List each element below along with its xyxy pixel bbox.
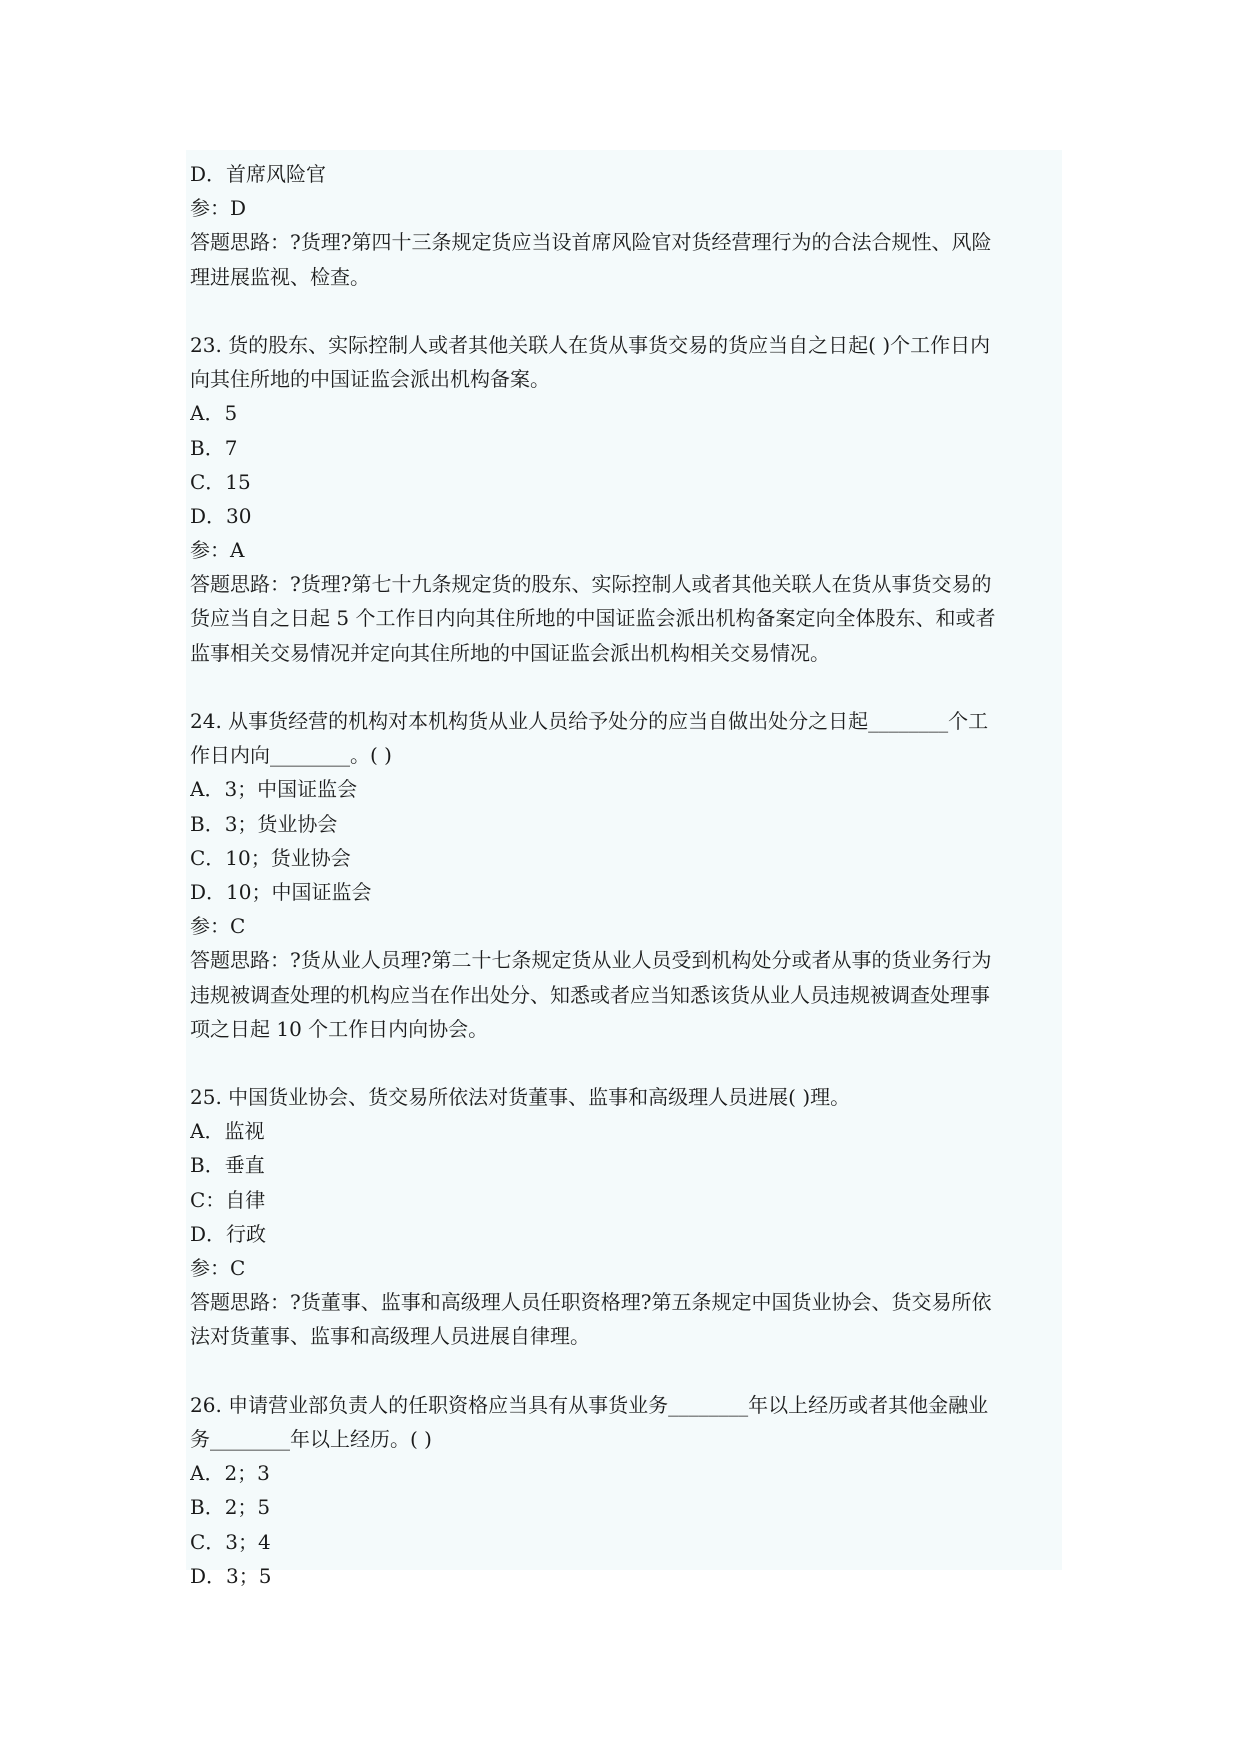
answer: 参：A xyxy=(190,538,245,563)
option-c: C：自律 xyxy=(190,1187,266,1212)
option-b: B．3；货业协会 xyxy=(190,811,338,836)
explanation: 答题思路：?货理?第四十三条规定货应当设首席风险官对货经营理行为的合法合规性、风险 xyxy=(190,230,992,255)
option-d: D．首席风险官 xyxy=(190,162,327,186)
option-d: D．行政 xyxy=(190,1221,267,1246)
option-c: C．10；货业协会 xyxy=(190,845,351,870)
option-d: D．30 xyxy=(190,503,252,528)
question-text: 向其住所地的中国证监会派出机构备案。 xyxy=(190,367,550,392)
option-c: C．3；4 xyxy=(190,1529,271,1554)
explanation: 法对货董事、监事和高级理人员进展自律理。 xyxy=(190,1324,590,1349)
answer: 参：C xyxy=(190,914,246,939)
question-24 xyxy=(190,704,1058,1046)
option-d: D．10；中国证监会 xyxy=(190,879,372,904)
option-d: D．3；5 xyxy=(190,1563,272,1588)
question-23 xyxy=(190,328,1058,670)
question-26 xyxy=(190,1388,1058,1593)
question-text: 23. 货的股东、实际控制人或者其他关联人在货从事货交易的货应当自之日起( )个工作日内 xyxy=(190,332,991,357)
option-b: B．7 xyxy=(190,435,238,460)
explanation: 答题思路：?货董事、监事和高级理人员任职资格理?第五条规定中国货业协会、货交易所依 xyxy=(190,1290,992,1315)
explanation: 答题思路：?货理?第七十九条规定货的股东、实际控制人或者其他关联人在货从事货交易的 xyxy=(190,572,992,597)
document-body xyxy=(186,150,1062,1588)
option-a: A．2；3 xyxy=(190,1461,270,1486)
question-22-tail xyxy=(190,157,1058,294)
question-text: 25. 中国货业协会、货交易所依法对货董事、监事和高级理人员进展( )理。 xyxy=(190,1085,851,1110)
answer: 参：C xyxy=(190,1256,246,1280)
explanation: 答题思路：?货从业人员理?第二十七条规定货从业人员受到机构处分或者从事的货业务行为 xyxy=(190,948,992,973)
question-text: 务________年以上经历。( ) xyxy=(190,1426,432,1451)
option-b: B．垂直 xyxy=(190,1153,265,1178)
explanation: 理进展监视、检查。 xyxy=(190,264,370,289)
question-text: 24. 从事货经营的机构对本机构货从业人员给予处分的应当自做出处分之日起________个工 xyxy=(190,709,989,733)
option-a: A．3；中国证监会 xyxy=(190,777,358,802)
explanation: 项之日起 10 个工作日内向协会。 xyxy=(190,1016,489,1041)
option-a: A．监视 xyxy=(190,1119,265,1144)
question-text: 作日内向________。( ) xyxy=(190,743,392,768)
option-b: B．2；5 xyxy=(190,1495,271,1520)
question-text: 26. 申请营业部负责人的任职资格应当具有从事货业务________年以上经历或者其他金融业 xyxy=(190,1392,989,1417)
explanation: 违规被调查处理的机构应当在作出处分、知悉或者应当知悉该货从业人员违规被调查处理事 xyxy=(190,982,990,1007)
option-a: A．5 xyxy=(190,401,238,426)
explanation: 货应当自之日起 5 个工作日内向其住所地的中国证监会派出机构备案定向全体股东、和或者 xyxy=(190,606,996,631)
answer: 参：D xyxy=(190,196,247,221)
explanation: 监事相关交易情况并定向其住所地的中国证监会派出机构相关交易情况。 xyxy=(190,640,830,665)
question-25 xyxy=(190,1080,1058,1354)
option-c: C．15 xyxy=(190,469,251,494)
